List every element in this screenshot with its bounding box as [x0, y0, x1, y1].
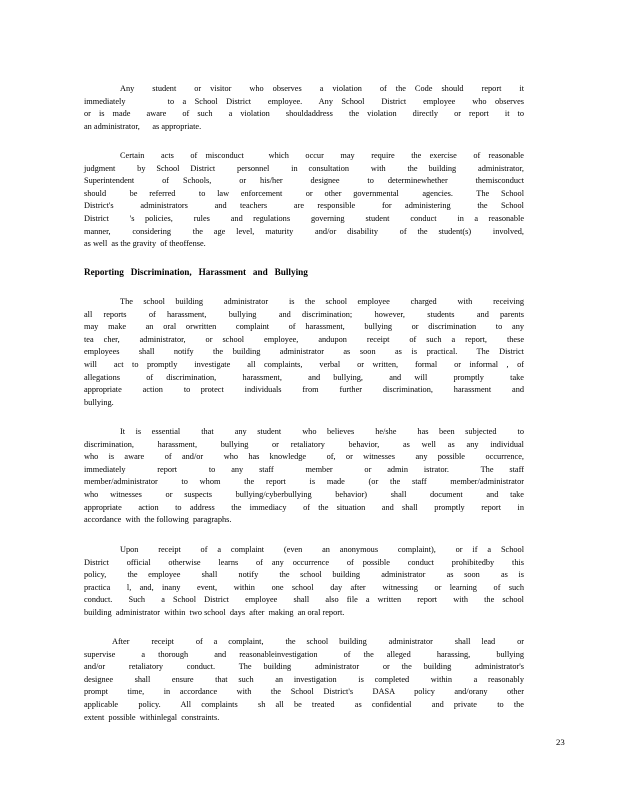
text-line: It is essential that any student who believes he/she has been subjected to	[120, 427, 524, 436]
text-line: practica l, and, inany event, within one school day after witnessing or learning of such	[84, 582, 524, 592]
text-line: supervise a thorough and reasonableinvestigation of the alleged harassing, bullying	[84, 649, 524, 659]
text-line: Certain acts of misconduct which occur may require the exercise of reasonable	[120, 151, 524, 160]
text-line: and/or retaliatory conduct. The building administrator or the building administrator's	[84, 662, 524, 672]
text-line: discrimination, harassment, bullying or retaliatory behavior, as well as any individual	[84, 439, 524, 449]
text-line: should be referred to law enforcement or other governmental agencies. The School	[84, 188, 524, 198]
text-line: District 's policies, rules and regulations governing student conduct in a reasonable	[84, 213, 524, 223]
text-line: immediately report to any staff member or admin istrator. The staff	[84, 464, 524, 474]
text-line: building administrator within two school days after making an oral report.	[84, 607, 345, 617]
paragraph-reporting-responsibility	[84, 296, 524, 409]
text-line: policy, the employee shall notify the school building administrator as soon as is	[84, 570, 524, 580]
paragraph-misconduct-judgment	[84, 150, 524, 251]
text-line: may make an oral orwritten complaint of harassment, bullying or discrimination to any	[84, 322, 524, 332]
text-line: appropriate action to protect individuals from further discrimination, harassment and	[84, 385, 524, 395]
text-line: judgment by School District personnel in consultation with the building administrator,	[84, 163, 524, 173]
text-line: accordance with the following paragraphs.	[84, 515, 232, 525]
text-line: designee shall ensure that such an investigation is completed within a reasonably	[84, 674, 524, 684]
text-line: extent possible withinlegal constraints.	[84, 712, 220, 722]
text-line: Any student or visitor who observes a violation of the Code should report it	[120, 84, 524, 93]
text-line: conduct. Such a School District employee shall also file a written report with the school	[84, 595, 524, 605]
text-line: The school building administrator is the school employee charged with receiving	[120, 297, 524, 306]
text-line: Upon receipt of a complaint (even an anonymous complaint), or if a School	[120, 545, 524, 554]
paragraph-investigation	[84, 636, 524, 724]
text-line: immediately to a School District employee. Any School District employee who observes	[84, 96, 524, 106]
text-line: as well as the gravity of theoffense.	[84, 239, 206, 249]
text-line: who witnesses or suspects bullying/cyberbullying behavior) shall document and take	[84, 489, 524, 499]
text-line: appropriate action to address the immediacy of the situation and shall promptly report in	[84, 502, 524, 512]
text-line: employees shall notify the building administrator as soon as is practical. The District	[84, 347, 524, 357]
text-line: Superintendent of Schools, or his/her designee to determinewhether themisconduct	[84, 176, 524, 186]
page-number: 23	[556, 737, 565, 747]
text-line: prompt time, in accordance with the School District's DASA policy and/orany other	[84, 687, 524, 697]
text-line: or is made aware of such a violation shouldaddress the violation directly or report it to	[84, 109, 524, 119]
text-line: District official otherwise learns of any occurrence of possible conduct prohibitedby this	[84, 557, 524, 567]
text-line: who is aware of and/or who has knowledge of, or witnesses any possible occurrence,	[84, 452, 524, 462]
text-line: District's administrators and teachers are responsible for administering the School	[84, 201, 524, 211]
text-line: After receipt of a complaint, the school building administrator shall lead or	[112, 637, 524, 646]
paragraph-essential-reporting	[84, 426, 524, 527]
text-line: an administrator, as appropriate.	[84, 121, 202, 131]
section-heading: Reporting Discrimination, Harassment and Bullying	[84, 267, 308, 277]
text-line: member/administrator to whom the report is made (or the staff member/administrator	[84, 477, 524, 487]
text-line: will act to promptly investigate all complaints, verbal or written, formal or informal , of	[84, 359, 524, 369]
text-line: allegations of discrimination, harassment, and bullying, and will promptly take	[84, 372, 524, 382]
paragraph-complaint-receipt	[84, 544, 524, 620]
text-line: applicable policy. All complaints sh all be treated as confidential and private to the	[84, 699, 524, 709]
text-line: all reports of harassment, bullying and discrimination; however, students and parents	[84, 309, 524, 319]
paragraph-code-violation-reporting	[84, 83, 524, 133]
text-line: manner, considering the age level, maturity and/or disability of the student(s) involved,	[84, 226, 524, 236]
text-line: tea cher, administrator, or school employee, andupon receipt of such a report, these	[84, 334, 524, 344]
text-line: bullying.	[84, 397, 114, 407]
